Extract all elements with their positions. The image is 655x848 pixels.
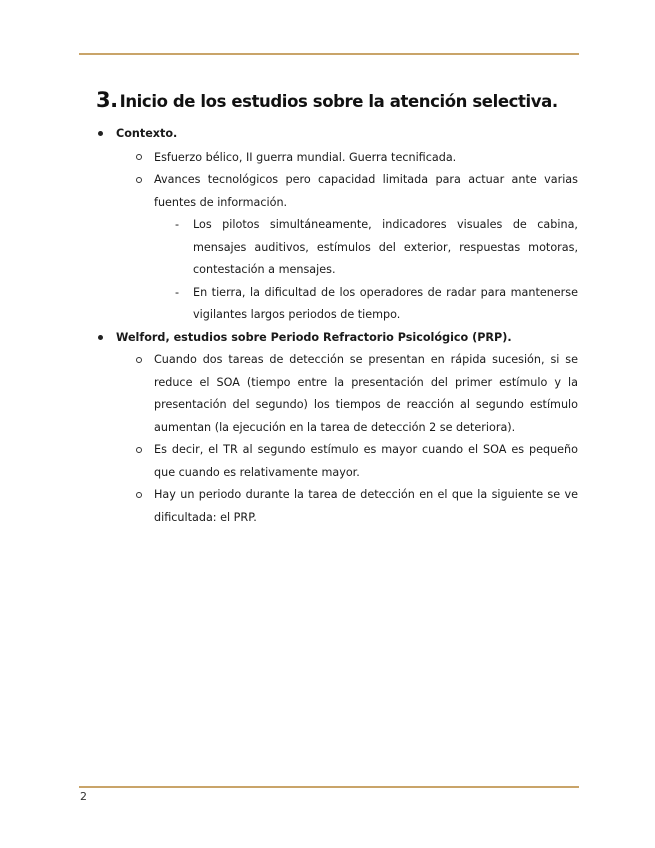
prp-item1-line3: presentación del segundo) los tiempos de reacción al segundo estímulo — [154, 398, 578, 411]
prp-item1-line2: reduce el SOA (tiempo entre la presentación del primer estímulo y la — [154, 376, 578, 389]
bullet-circle — [136, 177, 142, 183]
prp-item3-line1: Hay un periodo durante la tarea de detección en el que la siguiente se ve — [154, 488, 578, 501]
context-label: Contexto. — [116, 127, 178, 140]
prp-item1-line4: aumentan (la ejecución en la tarea de detección 2 se deteriora). — [154, 421, 516, 434]
radar-line2: vigilantes largos periodos de tiempo. — [193, 308, 401, 321]
bullet-circle — [136, 447, 142, 453]
bullet-circle — [136, 492, 142, 498]
radar-line1: En tierra, la dificultad de los operadores de radar para mantenerse — [193, 286, 578, 299]
pilots-line1: Los pilotos simultáneamente, indicadores visuales de cabina, — [193, 218, 578, 231]
prp-item2-line2: que cuando es relativamente mayor. — [154, 466, 360, 479]
dash-marker: - — [175, 286, 180, 299]
prp-item2-line1: Es decir, el TR al segundo estímulo es mayor cuando el SOA es pequeño — [154, 443, 578, 456]
context-item-war: Esfuerzo bélico, II guerra mundial. Guerra tecnificada. — [154, 151, 457, 164]
section-number: 3. — [96, 88, 118, 112]
page-number: 2 — [80, 790, 87, 803]
pilots-line3: contestación a mensajes. — [193, 263, 336, 276]
pilots-line2: mensajes auditivos, estímulos del exterior, respuestas motoras, — [193, 241, 578, 254]
bullet-circle — [136, 357, 142, 363]
context-item-tech-line2: fuentes de información. — [154, 196, 288, 209]
prp-item3-line2: dificultada: el PRP. — [154, 511, 257, 524]
bullet-disc — [98, 131, 103, 136]
section-title: Inicio de los estudios sobre la atención selectiva. — [119, 92, 558, 111]
dash-marker: - — [175, 218, 180, 231]
footer-rule — [79, 786, 579, 788]
bullet-disc — [98, 335, 103, 340]
header-rule — [79, 53, 579, 55]
welford-label: Welford, estudios sobre Periodo Refractorio Psicológico (PRP). — [116, 331, 512, 344]
bullet-circle — [136, 154, 142, 160]
prp-item1-line1: Cuando dos tareas de detección se presentan en rápida sucesión, si se — [154, 353, 578, 366]
context-item-tech-line1: Avances tecnológicos pero capacidad limitada para actuar ante varias — [154, 173, 578, 186]
section-heading — [96, 88, 558, 112]
